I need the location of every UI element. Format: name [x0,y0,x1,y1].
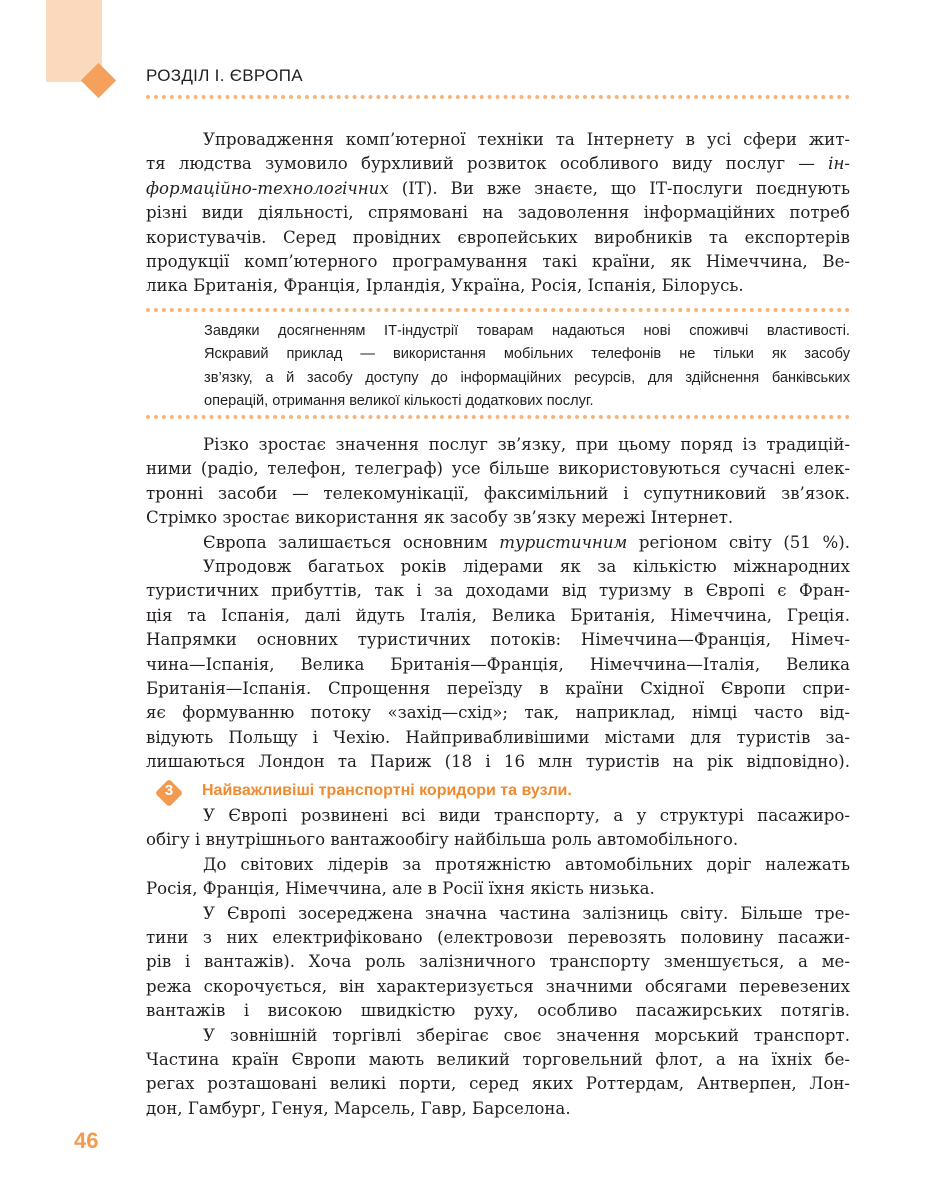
paragraph-it-services [146,128,850,299]
note-divider-bottom [146,415,850,419]
text-line: регах розташовані великі порти, серед яких Роттердам, Антверпен, Лон- [146,1074,850,1094]
note-line: зв’язку, а й засобу доступу до інформаційних ресурсів, для здійснення банківських [204,369,850,386]
text-line: продукції комп’ютерного програмування такі країни, як Німеччина, Ве- [146,252,850,272]
section-number-badge [156,780,182,806]
note-box [204,320,850,414]
text-line: тя людства зумовило бурхливий розвиток особливого виду послуг — ін- [146,154,850,174]
note-line: Яскравий приклад — використання мобільних телефонів не тільки як засобу [204,346,850,363]
text-line: лишаються Лондон та Париж (18 і 16 млн туристів на рік відповідно). [146,752,850,772]
text-line: Європа залишається основним туристичним регіоном світу (51 %). [203,532,851,552]
note-line: операцій, отримання великої кількості додаткових послуг. [204,393,594,410]
text-line: Частина країн Європи мають великий торговельний флот, а на їхніх бе- [146,1050,850,1070]
paragraph-transport [146,804,850,1121]
text-line: відують Польщу і Чехію. Найпривабливішими містами для туристів за- [146,727,850,747]
text-line: Різко зростає значення послуг зв’язку, при цьому поряд із традицій- [203,435,850,454]
text-line: туристичних прибуттів, так і за доходами від туризму в Європі є Фран- [146,581,850,601]
text-line: ція та Іспанія, далі йдуть Італія, Велика Британія, Німеччина, Греція. [146,605,850,625]
text-line: Росія, Франція, Німеччина, але в Росії їхня якість низька. [146,879,655,899]
text-line: Напрямки основних туристичних потоків: Німеччина—Франція, Німеч- [146,630,850,650]
text-line: різні види діяльності, спрямовані на задоволення інформаційних потреб [146,203,850,223]
text-line: До світових лідерів за протяжністю автомобільних доріг належать [203,854,850,874]
text-line: Стрімко зростає використання як засобу зв’язку мережі Інтернет. [146,508,734,528]
text-line: Британія—Іспанія. Спрощення переїзду в країни Східної Європи спри- [146,679,850,699]
text-line: Упродовж багатьох років лідерами як за кількістю міжнародних [203,557,850,577]
text-line: Упровадження комп’ютерної техніки та Інтернету в усі сфери жит- [203,130,850,149]
text-line: У Європі розвинені всі види транспорту, а у структурі пасажиро- [203,806,850,825]
text-line: вантажів і високою швидкістю руху, особливо пасажирських потягів. [146,1001,850,1021]
text-line: яє формуванню потоку «захід—схід»; так, наприклад, німці часто від- [146,703,850,723]
text-line: обігу і внутрішнього вантажообігу найбільша роль автомобільного. [146,830,739,850]
note-divider-top [146,308,850,312]
text-line: ними (радіо, телефон, телеграф) усе більше використовуються сучасні елек- [146,459,850,479]
paragraph-communication [146,433,850,775]
text-line: формаційно-технологічних (ІТ). Ви вже знаєте, що ІТ-послуги поєднують [146,178,850,198]
text-line: лика Британія, Франція, Ірландія, Україна, Росія, Іспанія, Білорусь. [146,276,744,296]
text-line: рів і вантажів). Хоча роль залізничного транспорту зменшується, а ме- [146,952,850,972]
section-title: РОЗДІЛ І. ЄВРОПА [146,66,303,85]
header-divider [146,95,850,99]
text-line: тронні засоби — телекомунікації, факсимільний і супутниковий зв’язок. [146,483,850,503]
text-line: тини з них електрифіковано (електровози перевозять половину пасажи- [146,928,850,948]
text-line: дон, Гамбург, Генуя, Марсель, Гавр, Барселона. [146,1098,571,1118]
text-line: користувачів. Серед провідних європейських виробників та експортерів [146,227,850,247]
text-line: У зовнішній торгівлі зберігає своє значення морський транспорт. [203,1025,850,1045]
section-number: 3 [164,782,174,799]
text-line: режа скорочується, він характеризується значними обсягами перевезених [146,976,850,996]
text-line: У Європі зосереджена значна частина залізниць світу. Більше тре- [203,903,850,923]
page-number: 46 [74,1128,99,1153]
text-line: чина—Іспанія, Велика Британія—Франція, Німеччина—Італія, Велика [146,654,850,674]
note-line: Завдяки досягненням ІТ-індустрії товарам надаються нові споживчі властивості. [204,323,850,339]
section-heading: Найважливіші транспортні коридори та вузли. [202,782,572,799]
